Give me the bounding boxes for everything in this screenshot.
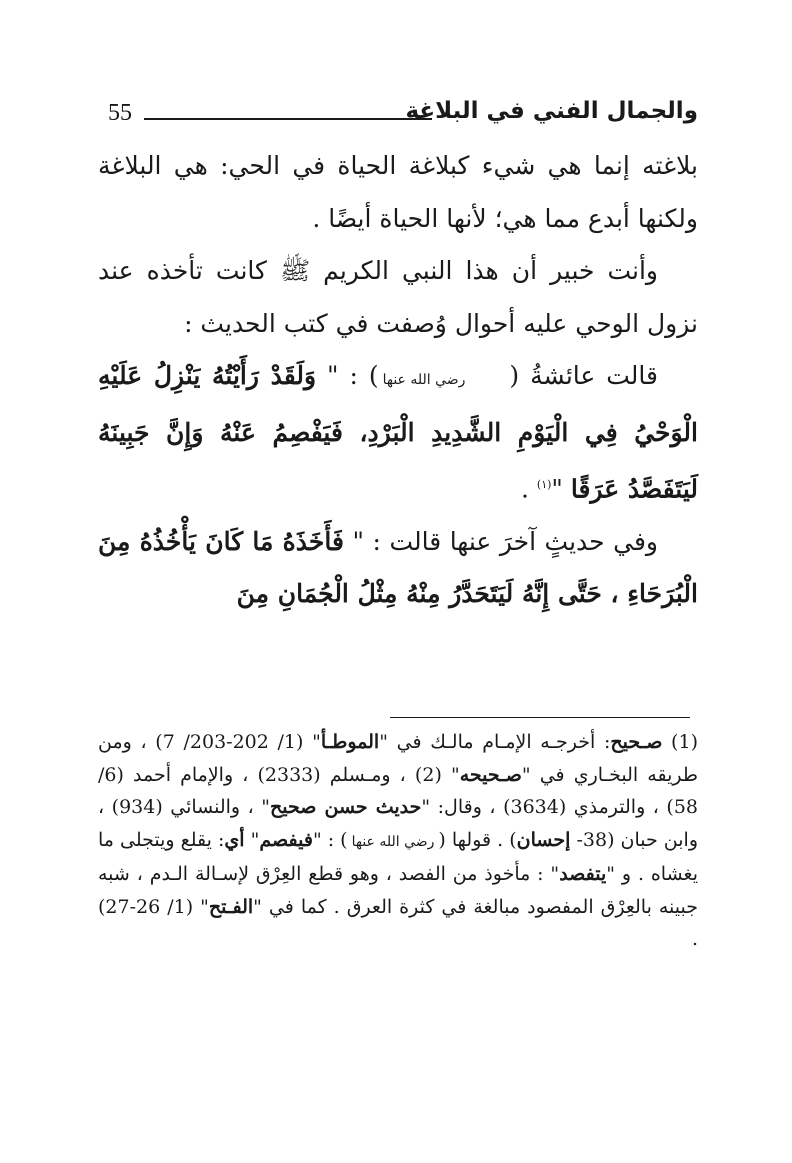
footnote-text: " (2) ، ومـسلم (2333) ، والإمام أحمد (6/ 58) ، والترمذي (3634) ، وقال: " — [98, 763, 699, 818]
hadith-text-1: وَلَقَدْ رَأَيْتُهُ يَنْزِلُ عَلَيْهِ الْوَحْيُ فِي الْيَوْمِ الشَّدِيدِ الْبَرْدِ، فَيَفْصِمُ عَنْهُ وَإِنَّ جَبِينَهُ لَيَتَفَصَّدُ عَرَقًا — [98, 361, 698, 504]
term-fayafsim: فيفصم — [259, 828, 313, 851]
sentence-end: . — [520, 474, 529, 504]
source-fath: الفـتح — [208, 895, 254, 918]
page-number: 55 — [108, 100, 132, 126]
header-rule — [144, 118, 432, 120]
footnote-text: " : مأخوذ من الفصد ، وهو قطع العِرْق لإسـالة الـدم ، شبه جبينه بالعِرْق المفصود مبالغة في كثرة العرق . كما في " — [98, 863, 698, 918]
footnote-separator — [390, 717, 690, 718]
footnote-text: " ، والنسائي (934) ، وابن حبان (38- — [98, 796, 699, 851]
running-header — [100, 98, 700, 134]
tirmidhi-grading: حديث حسن صحيح — [270, 796, 422, 818]
paragraph-3 — [98, 350, 698, 516]
source-muwatta: الموطـأ — [320, 731, 380, 753]
main-text — [98, 140, 698, 621]
term-ay: أي — [224, 828, 245, 851]
hadith-text-2: فَأَخَذَهُ مَا كَانَ يَأْخُذُهُ مِنَ الْبُرَحَاءِ ، حَتَّى إِنَّهُ لَيَتَحَدَّرُ مِنْهُ مِثْلُ الْجُمَانِ مِنَ — [98, 526, 698, 609]
footnote-1 — [98, 726, 698, 956]
footnote-text: : أخرجـه الإمـام مالـك في " — [379, 731, 611, 753]
paragraph-1: بلاغته إنما هي شيء كبلاغة الحياة في الحي: هي البلاغة ولكنها أبدع مما هي؛ لأنها الحياة أيضًا . — [98, 151, 698, 233]
footnote-text: ) : " — [312, 828, 348, 851]
paragraph-2: وأنت خبير أن هذا النبي الكريم ﷺ كانت تأخذه عند نزول الوحي عليه أحوال وُصفت في كتب الحديث : — [98, 256, 698, 338]
aisha-intro: قالت عائشةُ ( — [509, 361, 658, 390]
grading: صـحيح — [610, 731, 663, 753]
footnote-text: ) . قولها ( — [438, 828, 517, 851]
footnote-ref: (١) — [536, 478, 552, 491]
source-sahih: صـحيحه — [459, 763, 522, 786]
footnote-number: (1) — [671, 731, 698, 753]
footnote-text: " (1/ 26-27) . — [98, 895, 698, 950]
paragraph-4 — [98, 516, 698, 621]
running-title: والجمال الفني في البلاغة — [405, 98, 698, 124]
footnotes — [98, 726, 698, 956]
quote-open: ) : " — [327, 361, 379, 390]
second-hadith-intro: وفي حديثٍ آخرَ عنها قالت : " — [352, 526, 659, 556]
footnote-text: " — [244, 828, 260, 851]
honorific: رضي الله عنها — [382, 372, 466, 388]
term-yatafassad: يتفصد — [559, 863, 607, 885]
quote-close: " — [551, 474, 563, 504]
honorific: رضي الله عنها — [351, 833, 435, 850]
source-ihsan: إحسان — [516, 828, 571, 851]
footnote-text: " (1/ 202-203/ 7) ، ومن طريقه البخـاري في " — [98, 731, 698, 786]
footnote-text: : يقلع ويتجلى ما يغشاه . و " — [98, 828, 698, 885]
